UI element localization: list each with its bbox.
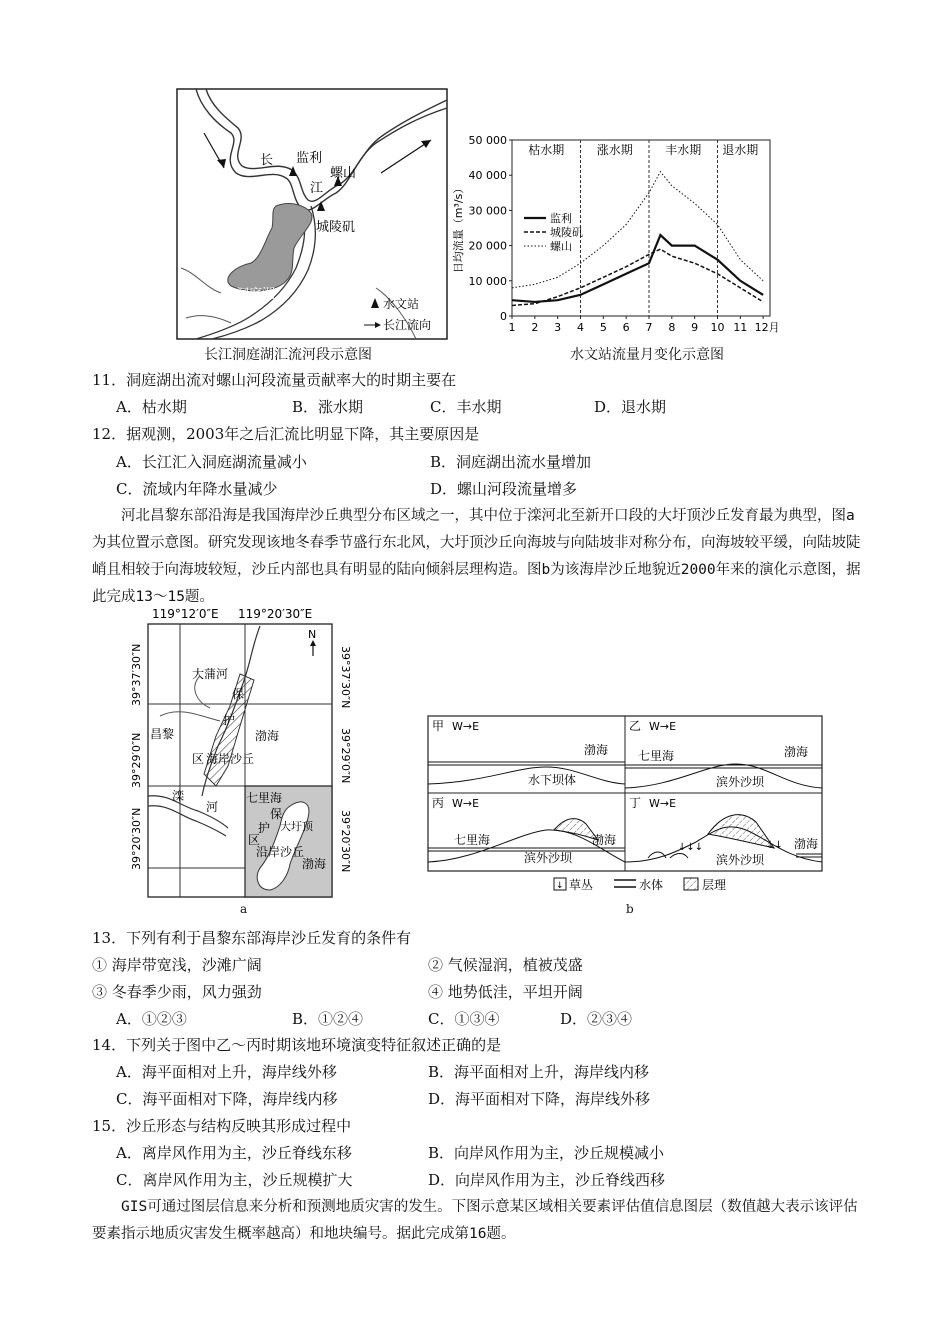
label-jianli: 监利 — [296, 151, 323, 166]
lon2-label: 119°20′30″E — [238, 607, 313, 621]
lat-left-1: 39°37′30″N — [130, 643, 143, 706]
x-tick-label: 4 — [576, 321, 584, 334]
panel-bing-dir: W→E — [452, 797, 480, 810]
period-label: 退水期 — [722, 143, 759, 157]
y-tick-label: 20 000 — [468, 239, 507, 253]
label-dwd: 大圩顶 — [280, 820, 313, 833]
legend-label: 城陵矶 — [550, 226, 583, 239]
x-tick-label: 10 — [710, 321, 725, 334]
legend-label: 监利 — [550, 212, 572, 225]
panel-yi-label-2: 滨外沙坝 — [716, 775, 765, 789]
panel-bing-label-1: 渤海 — [592, 833, 617, 847]
q14-option-c[interactable]: C．海平面相对下降，海岸线内移 — [116, 1090, 338, 1108]
period-label: 涨水期 — [596, 143, 633, 157]
panel-jia-label-1: 水下坝体 — [528, 773, 577, 787]
label-qu: 区 — [192, 752, 205, 766]
lat-left-2: 39°29′0″N — [130, 732, 143, 788]
q11-option-c[interactable]: C．丰水期 — [430, 398, 502, 416]
lon1-label: 119°12′0″E — [152, 607, 219, 621]
panel-ding-label-0: 渤海 — [794, 837, 819, 851]
legend-grass: 草丛 — [569, 878, 594, 892]
q15-option-c[interactable]: C．离岸风作用为主，沙丘规模扩大 — [116, 1171, 353, 1189]
panel-bing-id: 丙 — [432, 796, 445, 810]
svg-text:↓: ↓ — [556, 881, 564, 891]
panel-yi-dir: W→E — [649, 720, 677, 733]
flow-chart — [448, 130, 788, 340]
label-hu: 护 — [223, 713, 236, 727]
label-bohai: 渤海 — [255, 729, 280, 743]
panel-bing-label-2: 滨外沙坝 — [524, 851, 573, 865]
label-bao: 保 — [232, 687, 245, 701]
label-coastal: 沿岸沙丘 — [256, 845, 305, 859]
panel-yi-label-0: 七里海 — [638, 749, 675, 763]
diagram-b-caption: b — [626, 902, 634, 916]
legend-flow: 长江流向 — [383, 318, 432, 332]
svg-text:↓↓↓: ↓↓↓ — [678, 842, 704, 853]
x-tick-label: 2 — [531, 321, 539, 334]
legend-bedding: 层理 — [702, 878, 727, 892]
q11-stem: 11．洞庭湖出流对螺山河段流量贡献率大的时期主要在 — [92, 371, 457, 389]
label-jiang: 江 — [310, 181, 324, 196]
y-axis-label: 日均流量（m³/s） — [452, 182, 465, 274]
q14-option-d[interactable]: D．海平面相对下降，海岸线外移 — [428, 1090, 651, 1108]
label-hu2: 护 — [258, 821, 271, 835]
lat-left-3: 39°20′30″N — [130, 807, 143, 870]
x-tick-label: 7 — [645, 321, 653, 334]
label-dapu: 大蒲河 — [192, 667, 229, 681]
q11-option-b[interactable]: B．涨水期 — [292, 398, 364, 416]
panel-ding-id: 丁 — [629, 796, 642, 810]
y-tick-label: 50 000 — [468, 134, 507, 147]
period-label: 枯水期 — [528, 143, 565, 157]
period-label: 丰水期 — [665, 143, 702, 157]
q11-option-a[interactable]: A．枯水期 — [116, 398, 187, 416]
river-confluence-map — [176, 88, 448, 340]
q13-option-c[interactable]: C．①③④ — [428, 1010, 500, 1028]
q11-option-d[interactable]: D．退水期 — [594, 398, 667, 416]
q12-option-c[interactable]: C．流域内年降水量减少 — [116, 480, 278, 498]
y-tick-label: 40 000 — [468, 169, 507, 183]
q12-option-a[interactable]: A．长江汇入洞庭湖流量减小 — [116, 453, 307, 471]
lat-right-2: 39°29′0″N — [339, 728, 352, 784]
panel-jia-id: 甲 — [432, 719, 445, 733]
x-tick-label: 3 — [554, 321, 562, 334]
q15-option-a[interactable]: A．离岸风作用为主，沙丘脊线东移 — [116, 1144, 352, 1162]
panel-ding-label-1: 滨外沙坝 — [716, 853, 765, 867]
label-dune: 海岸沙丘 — [206, 752, 255, 766]
x-tick-label: 9 — [691, 321, 699, 334]
label-chenglingji: 城陵矶 — [316, 220, 356, 235]
q13-item-3: ③ 冬春季少雨，风力强劲 — [92, 983, 262, 1001]
dune-location-map — [120, 606, 365, 906]
dune-evolution-diagram — [426, 712, 826, 902]
q13-option-b[interactable]: B．①②④ — [292, 1010, 364, 1028]
label-bao2: 保 — [270, 807, 283, 821]
q12-option-b[interactable]: B．洞庭湖出流水量增加 — [430, 453, 592, 471]
label-he: 河 — [206, 800, 219, 814]
label-bohai2: 渤海 — [302, 857, 327, 871]
svg-text:↓↓: ↓↓ — [766, 840, 783, 851]
q14-option-b[interactable]: B．海平面相对上升，海岸线内移 — [428, 1063, 650, 1081]
x-tick-label: 12月 — [754, 321, 780, 334]
chart-caption: 水文站流量月变化示意图 — [570, 347, 724, 363]
q13-item-2: ② 气候湿润，植被茂盛 — [428, 956, 583, 974]
legend-station: 水文站 — [383, 297, 420, 311]
lat-right-1: 39°37′30″N — [339, 646, 352, 709]
label-qili: 七里海 — [246, 791, 283, 805]
q12-option-d[interactable]: D．螺山河段流量增多 — [430, 480, 578, 498]
q13-option-d[interactable]: D．②③④ — [560, 1010, 633, 1028]
y-tick-label: 0 — [500, 310, 507, 323]
map-caption: 长江洞庭湖汇流河段示意图 — [204, 347, 372, 363]
legend-water: 水体 — [639, 878, 664, 892]
legend-label: 螺山 — [550, 240, 572, 253]
panel-yi-id: 乙 — [629, 719, 642, 733]
q15-option-d[interactable]: D．向岸风作用为主，沙丘脊线西移 — [428, 1171, 666, 1189]
label-chang: 长 — [260, 153, 274, 168]
q13-option-a[interactable]: A．①②③ — [116, 1010, 187, 1028]
label-luan: 滦 — [172, 789, 185, 803]
x-tick-label: 5 — [599, 321, 607, 334]
y-tick-label: 10 000 — [468, 274, 507, 288]
passage-changli-dunes: 河北昌黎东部沿海是我国海岸沙丘典型分布区域之一，其中位于滦河北至新开口段的大圩顶沙丘发育最为典型，图a为其位置示意图。研究发现该地冬春季节盛行东北风，大圩顶沙丘向海坡与向陆坡非对称分布，向海坡较平缓，向陆坡陡峭且相较于向海坡较短，沙丘内部也具有明显的陆向倾斜层理构造。图b为该海岸沙丘地貌近2000年来的演化示意图，据此完成13～15题。 — [92, 508, 861, 605]
q13-item-4: ④ 地势低洼，平坦开阔 — [428, 983, 583, 1001]
y-tick-label: 30 000 — [468, 204, 507, 218]
panel-jia-label-0: 渤海 — [584, 743, 609, 757]
q12-stem: 12．据观测，2003年之后汇流比明显下降，其主要原因是 — [92, 425, 480, 443]
q15-option-b[interactable]: B．向岸风作用为主，沙丘规模减小 — [428, 1144, 665, 1162]
lat-right-3: 39°20′30″N — [339, 810, 352, 873]
north-label: N — [308, 628, 317, 641]
label-luoshan: 螺山 — [330, 166, 357, 181]
q14-option-a[interactable]: A．海平面相对上升，海岸线外移 — [116, 1063, 337, 1081]
panel-ding-dir: W→E — [649, 797, 677, 810]
panel-bing-label-0: 七里海 — [454, 833, 491, 847]
label-qu2: 区 — [248, 833, 261, 847]
q13-stem: 13．下列有利于昌黎东部海岸沙丘发育的条件有 — [92, 929, 412, 947]
label-dongtinghu: 洞庭湖 — [236, 287, 276, 302]
map-a-caption: a — [240, 902, 248, 916]
x-tick-label: 1 — [508, 321, 516, 334]
panel-jia-dir: W→E — [452, 720, 480, 733]
x-tick-label: 6 — [622, 321, 630, 334]
q14-stem: 14．下列关于图中乙～丙时期该地环境演变特征叙述正确的是 — [92, 1036, 502, 1054]
q15-stem: 15．沙丘形态与结构反映其形成过程中 — [92, 1117, 352, 1135]
passage-gis: GIS可通过图层信息来分析和预测地质灾害的发生。下图示意某区域相关要素评估值信息图层（数值越大表示该评估要素指示地质灾害发生概率越高）和地块编号。据此完成第16题。 — [92, 1199, 858, 1242]
panel-yi-label-1: 渤海 — [784, 745, 809, 759]
label-changli: 昌黎 — [150, 727, 175, 741]
x-tick-label: 8 — [668, 321, 676, 334]
q13-item-1: ① 海岸带宽浅，沙滩广阔 — [92, 956, 262, 974]
x-tick-label: 11 — [733, 321, 748, 334]
